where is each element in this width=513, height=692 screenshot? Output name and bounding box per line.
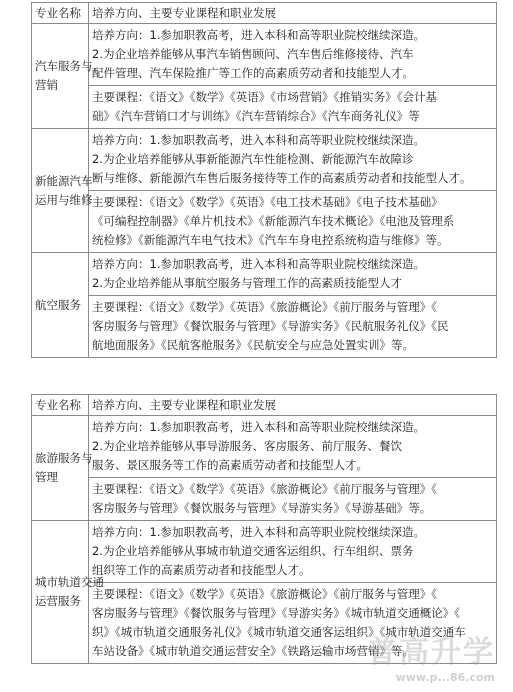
direction-line: 2.为企业培养能够从事汽车销售顾问、汽车售后维修接待、汽车: [92, 47, 414, 61]
major-name-line: 营销: [35, 78, 58, 92]
course-line: 航地面服务》《民航客舱服务》《民航安全与应急处置实训》等。: [92, 338, 414, 352]
course-line: 《可编程控制器》《单片机技术》《新能源汽车技术概论》《电池及管理系: [92, 214, 455, 228]
watermark-sub: www.p...86.com: [395, 671, 495, 684]
direction-line: 配件管理、汽车保险推广等工作的高素质劳动者和技能型人才。: [92, 66, 414, 80]
table-row: [32, 191, 497, 253]
table-row: [32, 521, 497, 583]
major-name-line: 汽车服务与: [35, 59, 93, 73]
table-row: [32, 24, 497, 86]
major-name-line: 运营服务: [35, 594, 81, 608]
major-name-line: 新能源汽车: [35, 173, 93, 188]
table-row: [32, 129, 497, 191]
direction-cell: [89, 416, 497, 478]
major-name-cell: [32, 253, 89, 358]
major-name-cell: [32, 521, 104, 664]
direction-line: 组织等工作的高素质劳动者和技能型人才。: [92, 563, 311, 577]
major-name-cell: [32, 416, 93, 521]
direction-cell: [89, 521, 497, 583]
table-row: [32, 253, 497, 296]
majors-table-2: [31, 394, 497, 664]
major-name-cell: [32, 129, 93, 253]
course-line: 主要课程：《语文》《数学》《英语》《旅游概论》《前厅服务与管理》《: [92, 300, 437, 314]
majors-table-1: [31, 2, 497, 358]
course-line: 织》《城市轨道交通服务礼仪》《城市轨道交通客运组织》《城市轨道交通车: [92, 625, 466, 639]
table-row: [32, 416, 497, 478]
direction-line: 培养方向：1.参加职教高考，进入本科和高等职业院校继续深造。: [92, 28, 425, 42]
direction-cell: [89, 253, 497, 296]
table-header-row: [32, 395, 497, 416]
header-major-name: 专业名称: [32, 3, 89, 24]
direction-line: 培养方向：1.参加职教高考，进入本科和高等职业院校继续深造。: [92, 257, 425, 271]
direction-line: 服务、景区服务等工作的高素质劳动者和技能型人才。: [92, 458, 368, 472]
major-name-line: 航空服务: [35, 297, 81, 312]
courses-cell: [89, 86, 497, 129]
header-direction-courses: 培养方向、主要专业课程和职业发展: [89, 3, 497, 24]
direction-line: 培养方向：1.参加职教高考，进入本科和高等职业院校继续深造。: [92, 133, 425, 147]
direction-line: 2.为企业培养能从事航空服务与管理工作的高素质技能型人才: [92, 276, 402, 290]
course-line: 客房服务与管理》《餐饮服务与管理》《导游实务》《民航服务礼仪》《民: [92, 319, 449, 333]
course-line: 主要课程：《语文》《数学》《英语》《旅游概论》《前厅服务与管理》《: [92, 482, 437, 496]
major-name-line: 城市轨道交通: [35, 575, 104, 589]
direction-line: 断与维修、新能源汽车售后服务接待等工作的高素质劳动者和技能型人才。: [92, 171, 472, 185]
direction-line: 2.为企业培养能够从事新能源汽车性能检测、新能源汽车故障诊: [92, 152, 414, 166]
courses-cell: [89, 296, 497, 358]
direction-cell: [89, 129, 497, 191]
watermark-main: 普高升学: [367, 635, 495, 670]
table-row: [32, 86, 497, 129]
course-line: 础》《汽车营销口才与训练》《汽车营销综合》《汽车商务礼仪》等: [92, 109, 420, 123]
course-line: 主要课程：《语文》《数学》《英语》《电工技术基础》《电子技术基础》: [92, 195, 443, 209]
header-direction-courses: 培养方向、主要专业课程和职业发展: [89, 395, 497, 416]
direction-line: 培养方向：1.参加职教高考，进入本科和高等职业院校继续深造。: [92, 420, 425, 434]
major-name-line: 运用与维修: [35, 192, 93, 207]
course-line: 主要课程：《语文》《数学》《英语》《市场营销》《推销实务》《会计基: [92, 90, 437, 104]
major-name-line: 管理: [35, 470, 58, 484]
header-major-name: 专业名称: [32, 395, 89, 416]
course-line: 客房服务与管理》《餐饮服务与管理》《导游实务》《导游基础》等。: [92, 501, 432, 515]
courses-cell: [89, 191, 497, 253]
direction-cell: [89, 24, 497, 86]
course-line: 客房服务与管理》《餐饮服务与管理》《导游实务》《城市轨道交通概论》《: [92, 606, 460, 620]
direction-line: 2.为企业培养能够从事导游服务、客房服务、前厅服务、餐饮: [92, 439, 402, 453]
direction-line: 培养方向：1.参加职教高考，进入本科和高等职业院校继续深造。: [92, 525, 425, 539]
major-name-line: 旅游服务与: [35, 451, 93, 465]
course-line: 主要课程：《语文》《数学》《英语》《旅游概论》《前厅服务与管理》《: [92, 587, 437, 601]
major-name-cell: [32, 24, 93, 129]
site-watermark: [367, 627, 495, 684]
course-line: 车站设备》《城市轨道交通运营安全》《铁路运输市场营销》等。: [92, 644, 414, 658]
direction-line: 2.为企业培养能够从事城市轨道交通客运组织、行车组织、票务: [92, 544, 414, 558]
table-row: [32, 478, 497, 521]
course-line: 统检修》《新能源汽车电气技术》《汽车车身电控系统构造与维修》等。: [92, 233, 449, 247]
table-header-row: [32, 3, 497, 24]
courses-cell: [89, 478, 497, 521]
table-row: [32, 296, 497, 358]
